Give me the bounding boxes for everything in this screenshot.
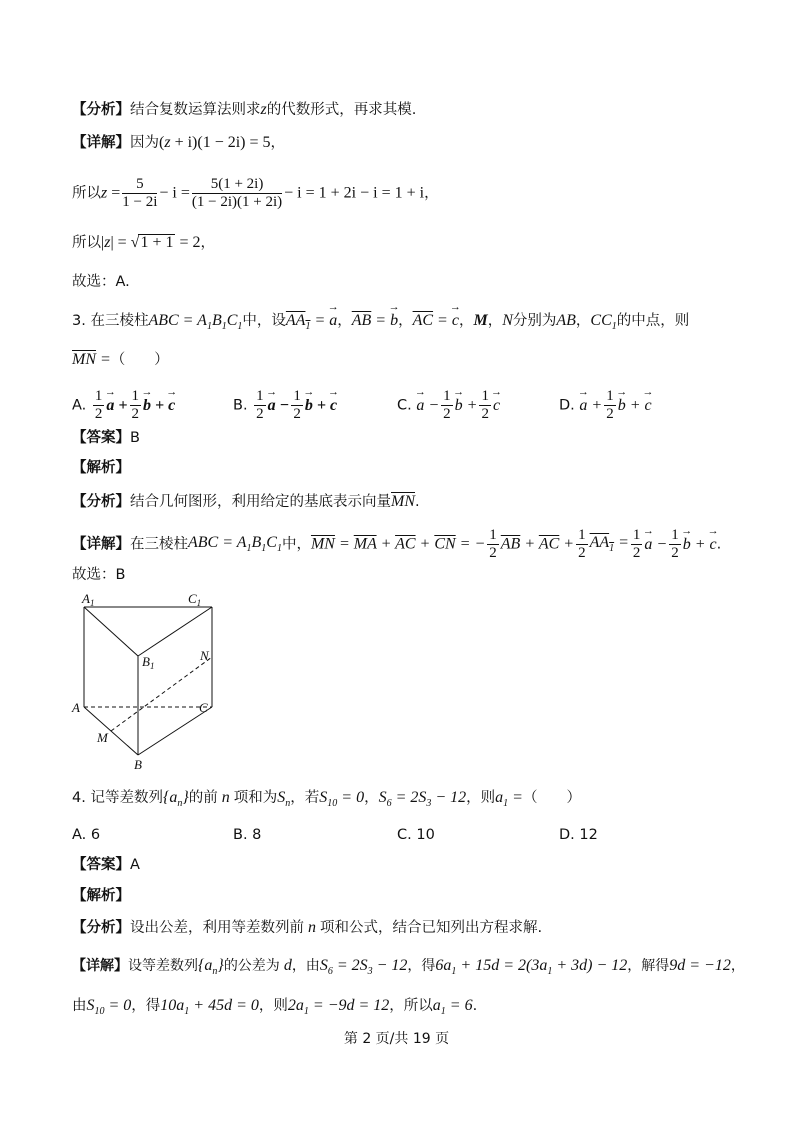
math: N	[502, 312, 513, 329]
q4-option-a: A. 6	[72, 827, 101, 843]
q2-modulus-line: 所以|z| = √1 + 1 = 2，	[72, 234, 216, 251]
math: n	[217, 789, 234, 806]
label-a: A	[72, 700, 80, 715]
math: $\overline{AB}$ = → b	[352, 312, 398, 329]
q3-answer-line	[72, 431, 140, 446]
q4-option-c: C. 10	[397, 827, 435, 843]
q4-stem-line: 4. 记等差数列$\{a_n\}$的前 n 项和为$S_n$，若$S_{10} = 0$，$S_6 = 2S_3 - 12$，则$a_1$ =（ ）	[72, 789, 581, 810]
q2-line1-prefix: 所以	[72, 185, 101, 202]
math: |z| = √1 + 1 = 2	[101, 234, 201, 251]
math: $\{a_n\}$	[162, 789, 189, 810]
label-b: B	[134, 757, 142, 772]
q3-stem-c: 分别为	[512, 313, 557, 329]
detail-tag: 【详解】	[72, 135, 130, 151]
q3-paren: （ ）	[110, 352, 169, 368]
math: $\{a_n\}$	[198, 957, 224, 978]
math: $S_6 = 2S_3 - 12$	[378, 789, 467, 810]
math: $a_1$ =	[495, 789, 523, 810]
q3-option-d: D. → a + $\frac{1}{2}$ → b + → c	[559, 388, 652, 423]
edge-a1b1	[84, 607, 138, 656]
q3-stem-b: 中，设	[242, 313, 286, 329]
q2-choice: 故选：A.	[72, 274, 130, 290]
q4-stem-b: 的前	[188, 790, 218, 806]
q4-detail-a: 设等差数列	[128, 958, 198, 974]
q2-detail-line: 【详解】因为(z + i)(1 − 2i) = 5，	[72, 134, 286, 151]
q3-stem-d: 的中点，则	[616, 313, 690, 329]
q2-analysis-a: 结合复数运算法则求	[130, 102, 261, 118]
math: $AA_1$ = → a	[286, 312, 337, 329]
q4-detail-line: 【详解】设等差数列$\{a_n\}$的公差为 d，由$S_6 = 2S_3 - 12$，得$6a_1 + 15d = 2(3a_1 + 3d) - 12$，解得9d = −12，	[72, 957, 745, 978]
q3-detail-a: 在三棱柱	[130, 536, 188, 553]
math: z	[260, 101, 267, 118]
math: $2a_1 = -9d = 12$	[287, 997, 390, 1018]
label-c: C	[199, 700, 208, 715]
math: $S_6 = 2S_3 - 12$	[319, 957, 408, 978]
label-n: N	[200, 648, 209, 663]
q2-analysis-line	[72, 102, 416, 118]
q3-jiexi-tag: 【解析】	[72, 460, 130, 476]
label-m: M	[97, 730, 108, 745]
math: (z + i)(1 − 2i) = 5	[159, 134, 271, 151]
math: ABC = $A_1B_1C_1$	[148, 312, 243, 333]
analysis-tag: 【分析】	[72, 102, 130, 118]
math: ABC = $A_1B_1C_1$	[188, 533, 282, 555]
q4-stem-c: 项和为	[233, 790, 278, 806]
q4-analysis-b: 项和公式，结合已知列出方程求解.	[320, 920, 543, 936]
fraction: $\frac{5(1 + 2i)}{(1 - 2i)(1 + 2i)}$	[191, 176, 283, 210]
q3-option-c: C. → a − $\frac{1}{2}$ → b + $\frac{1}{2}$ → c	[397, 388, 500, 423]
math: z =	[101, 184, 121, 202]
q4-paren: （ ）	[522, 790, 581, 806]
q4-line2-b: ，得	[131, 998, 161, 1014]
q4-line2-c: ，则	[258, 998, 288, 1014]
q4-jiexi-tag: 【解析】	[72, 888, 130, 904]
q2-line2-prefix: 所以	[72, 235, 101, 251]
math: $6a_1 + 15d = 2(3a_1 + 3d) - 12$	[435, 957, 628, 978]
q2-analysis-b: 的代数形式，再求其模.	[266, 102, 417, 118]
q3-stem-line: 3. 在三棱柱ABC = $A_1B_1C_1$中，设$AA_1$ = → a，$\overline{AB}$ = → b，$\overline{AC}$ = → c，M，N分别为AB，$CC_1$的中点，则	[72, 313, 689, 332]
label-b1: $B_1$	[142, 654, 155, 671]
q4-line2-d: ，所以	[389, 998, 433, 1014]
q2-calc-line: 所以z = $\frac{5}{1 - 2i}$ − i = $\frac{5(1 + 2i)}{(1 - 2i)(1 + 2i)}$ − i = 1 + 2i − i = 1 + i，	[72, 176, 439, 210]
q3-detail-line: 【详解】在三棱柱ABC = $A_1B_1C_1$中，$\overline{MN} = \overline{MA} + \overline{AC} + \overline{CN}$ = − $\frac{1}{2}$ $\overline{AB} + \overline{AC}$ + $\frac{1}{2}$ $AA_1$ = $\frac{1}{2}$ → a − $\frac{1}{2}$ → b + → c.	[72, 527, 721, 562]
label-a1: $A_1$	[82, 592, 95, 608]
math: $S_{10} = 0$	[319, 789, 365, 810]
q4-analysis-a: 设出公差，利用等差数列前	[130, 920, 304, 936]
q4-analysis-line: 【分析】设出公差，利用等差数列前 n 项和公式，结合已知列出方程求解.	[72, 919, 543, 936]
prism-figure	[70, 592, 230, 772]
q4-detail-d: ，得	[407, 958, 436, 974]
math: $CC_1$	[590, 312, 617, 333]
math: $a_1 = 6$	[432, 997, 473, 1018]
math: $S_n$	[277, 789, 291, 810]
q3-option-a: A. $\frac{1}{2}$ → a + $\frac{1}{2}$ → b + → c	[72, 388, 175, 423]
math: d	[279, 957, 292, 974]
q4-stem-a: 记等差数列	[90, 790, 163, 806]
q4-option-d: D. 12	[559, 827, 598, 843]
q3-detail-b: 中，	[281, 536, 311, 553]
fraction: $\frac{5}{1 - 2i}$	[122, 176, 158, 210]
q4-line2-a: 由	[72, 998, 87, 1014]
math: $\overline{MN}$ =	[72, 351, 111, 368]
q4-detail-e: ，解得	[627, 958, 670, 974]
q4-stem-e: ，则	[466, 790, 496, 806]
math: $\overline{MN} = \overline{MA} + \overline{AC} + \overline{CN}$ = −	[310, 535, 486, 553]
q4-answer-line: 【答案】A	[72, 857, 140, 873]
q3-option-b: B. $\frac{1}{2}$ → a − $\frac{1}{2}$ → b + → c	[233, 388, 337, 423]
math: − i =	[159, 184, 190, 202]
q4-detail-b: 的公差为	[223, 958, 280, 974]
segment-mn	[111, 657, 212, 731]
math: $S_{10} = 0$	[86, 997, 132, 1018]
q2-detail-prefix: 因为	[130, 135, 159, 151]
math: − i = 1 + 2i − i = 1 + i	[284, 184, 425, 202]
q4-stem-d: ，若	[290, 790, 320, 806]
math: $\overline{AC}$ = → c	[413, 312, 459, 329]
math: $\overline{MN}$	[391, 493, 415, 510]
page-footer: 第 2 页/共 19 页	[343, 1031, 450, 1047]
q4-detail-c: ，由	[291, 958, 320, 974]
math: $10a_1 + 45d = 0$	[160, 997, 259, 1018]
q3-analysis-line: 【分析】结合几何图形，利用给定的基底表示向量$\overline{MN}$.	[72, 493, 420, 510]
q3-stem-line2	[72, 352, 169, 368]
q4-option-b: B. 8	[233, 827, 262, 843]
math: AB	[556, 312, 576, 329]
math: 9d = −12	[669, 957, 731, 974]
q3-choice: 故选：B	[72, 567, 126, 583]
math: M	[473, 312, 488, 329]
q3-stem-a: 在三棱柱	[90, 313, 149, 329]
q4-answer: A	[130, 857, 140, 873]
math: n	[304, 919, 320, 936]
label-c1: $C_1$	[188, 592, 202, 608]
q4-num: 4.	[72, 790, 86, 806]
q4-detail-line2: 由$S_{10} = 0$，得$10a_1 + 45d = 0$，则$2a_1 = -9d = 12$，所以$a_1 = 6$.	[72, 997, 478, 1018]
answer-tag: 【答案】	[72, 430, 130, 446]
q3-answer: B	[130, 430, 140, 446]
q3-analysis: 结合几何图形，利用给定的基底表示向量	[130, 494, 391, 510]
q3-num: 3.	[72, 313, 86, 329]
